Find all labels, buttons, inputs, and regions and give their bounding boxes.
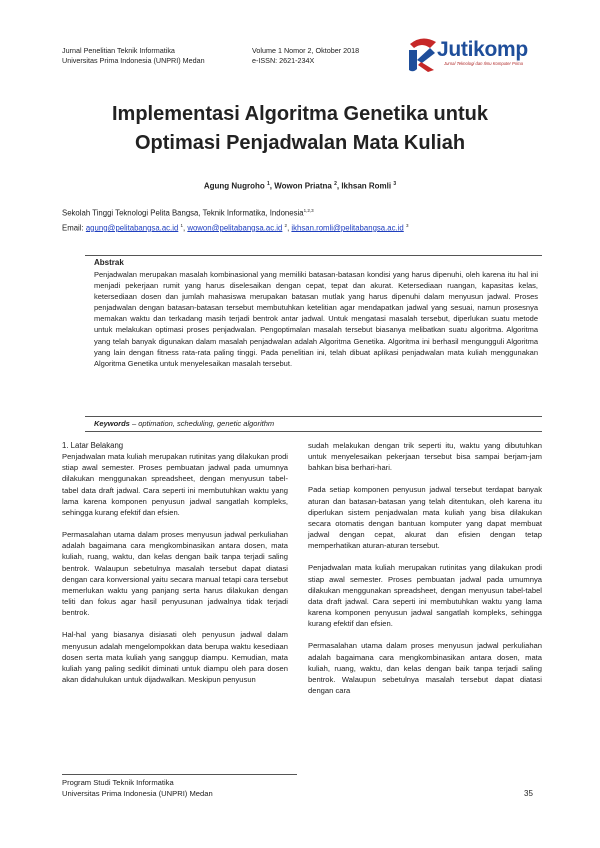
abstract-top-rule bbox=[85, 255, 542, 256]
email-link-2[interactable]: wowon@pelitabangsa.ac.id bbox=[187, 223, 283, 233]
author-2: Wowon Priatna bbox=[274, 181, 332, 191]
left-paragraph-1: Penjadwalan mata kuliah merupakan rutinitas yang dilakukan prodi stiap awal semester. Proses pembuatan jadwal pada umumnya dilakukan menggunakan spreadsheet, dengan menyusun tabel-tabel data draft jadwal. Cara seperti ini membutuhkan waktu yang lama karena komponen penyusun jadwal sangatlah kompleks, sehingga kurang efektif dan efsien. bbox=[62, 452, 288, 517]
email-3-sup: 3 bbox=[405, 222, 409, 228]
section-heading-latar-belakang: 1. Latar Belakang bbox=[62, 441, 124, 450]
author-1-sup: 1 bbox=[266, 181, 270, 187]
volume-number: Volume 1 Nomor 2, Oktober 2018 bbox=[252, 46, 360, 55]
left-paragraph-2: Permasalahan utama dalam proses menyusun jadwal perkuliahan adalah bagaimana cara mengkombinasikan antara dosen, mata kuliah, ruang, waktu, dan kelas dengan baik tanpa terjadi saling bentrok. Walaupun sebetulnya masalah tersebut dapat diatasi dengan cara konversional yaitu secara manual tetapi cara tersebut memerlukan waktu yang panjang serta harus dilakukan dengan teliti dan fokus agar hasil penyusunan jadwalnya tidak terjadi bentrok. bbox=[62, 530, 288, 618]
left-paragraph-3: Hal-hal yang biasanya disiasati oleh penyusun jadwal dalam menyusun adalah mengelompokkan data berupa waktu kesediaan dosen serta mata kuliah yang sanggup diampu. Kemudian, mata kuliah yang paling sedikit diminati untuk diampu oleh para dosen akan didahulukan untuk dijadwalkan. Meskipun penyusun bbox=[62, 630, 288, 684]
email-1-sup: 1 bbox=[180, 222, 183, 228]
journal-info bbox=[62, 46, 205, 66]
right-paragraph-1: sudah melakukan dengan trik seperti itu, waktu yang dibutuhkan untuk menyelesaikan pekerjaan tersebut bisa sampai berjam-jam bahkan bisa berhari-hari. bbox=[308, 441, 542, 473]
keywords-line: Keywords – optimation, scheduling, genetic algorithm bbox=[94, 419, 275, 428]
right-column bbox=[308, 440, 542, 707]
affiliation bbox=[62, 205, 408, 234]
footer-info bbox=[62, 777, 213, 799]
paper-title-line-2: Optimasi Penjadwalan Mata Kuliah bbox=[134, 132, 466, 154]
logo-text: Jutikomp bbox=[437, 38, 528, 61]
institution-sup: 1,2,3 bbox=[303, 208, 314, 213]
journal-university: Universitas Prima Indonesia (UNPRI) Medan bbox=[62, 56, 205, 65]
email-label: Email: bbox=[62, 223, 84, 233]
institution-line bbox=[62, 205, 408, 220]
eissn: e-ISSN: 2621-234X bbox=[252, 56, 315, 65]
logo-subtitle: Jurnal Teknologi dan Ilmu Komputer Prima bbox=[444, 61, 523, 66]
right-paragraph-3: Penjadwalan mata kuliah merupakan rutinitas yang dilakukan prodi stiap awal semester. Proses pembuatan jadwal pada umumnya dilakukan menggunakan spreadsheet, dengan menyusun tabel-tabel data draft jadwal. Cara seperti ini membutuhkan waktu yang lama karena komponen penyusun jadwal sangatlah kompleks, sehingga kurang efektif dan efsien. bbox=[308, 563, 542, 629]
abstract-body: Penjadwalan merupakan masalah kombinasional yang memiliki batasan-batasan kondisi yang harus dipenuhi, oleh karena itu hal ini menjadi pekerjaan rumit yang harus diselesaikan dengan cepat, tepat dan akurat. Ketersediaan ruangan, kapasitas kelas, ketersediaan dosen dan jumlah mahasiswa merupakan batasan mutlak yang harus dipenuhi dalam menyusun jadwal. Proses penjadwalan dengan batasan-batasan tersebut membutuhkan ketelitian agar mendapatkan jadwal yang sesuai, namun prosesnya memakan waktu dan terkadang masih terjadi bentrok antar jadwal. Untuk mengatasi masalah tersebut, diperlukan suatu metode untuk melakukan optimasi proses penjadwalan. Pengoptimalan masalah tersebut biasanya melibatkan suatu algoritma. Algoritma yang telah banyak digunakan dalam masalah penjadwalan adalah Algoritma Genetika. Algoritma ini berhasil mengungguli Algoritma yang lain dengan fitness rata-rata paling tinggi. Pada penelitian ini, telah dibuat aplikasi penjadwalan mata kuliah menggunakan Algoritma Genetika untuk menyelesaikan masalah tersebut. bbox=[94, 270, 538, 368]
email-link-3[interactable]: ikhsan.romli@pelitabangsa.ac.id bbox=[291, 223, 404, 233]
page-number: 35 bbox=[524, 789, 533, 798]
author-3-sup: 3 bbox=[393, 181, 397, 187]
author-1: Agung Nugroho bbox=[203, 181, 265, 191]
jutikomp-logo bbox=[404, 36, 554, 76]
footer-rule bbox=[62, 774, 297, 775]
paper-title-line-1: Implementasi Algoritma Genetika untuk bbox=[111, 103, 488, 125]
email-2-sup: 2 bbox=[284, 222, 288, 228]
footer-university: Universitas Prima Indonesia (UNPRI) Medan bbox=[62, 789, 213, 798]
email-link-1[interactable]: agung@pelitabangsa.ac.id bbox=[85, 223, 179, 233]
left-column bbox=[62, 440, 288, 696]
author-list: Agung Nugroho $^1$, Wowon Priatna $^2$, Ikhsan Romli $^3$ bbox=[203, 181, 397, 191]
keywords-rule bbox=[85, 431, 542, 432]
email-line: Email: agung@pelitabangsa.ac.id $^1$, wowon@pelitabangsa.ac.id $^2$, ikhsan.romli@pelitabangsa.ac.id $^3$ bbox=[62, 222, 409, 233]
keywords-text: optimation, scheduling, genetic algorithm bbox=[138, 419, 275, 428]
keywords-label: Keywords bbox=[94, 419, 130, 428]
abstract-bottom-rule bbox=[85, 416, 542, 417]
footer-program: Program Studi Teknik Informatika bbox=[62, 778, 174, 787]
right-paragraph-2: Pada setiap komponen penyusun jadwal tersebut terdapat banyak aturan dan batasan-batasan yang telah ditentukan, oleh karena itu diperlukan sistem penjadwalan mata kuliah yang bisa dilakukan secara otomatis dengan bantuan komputer yang dapat membuat jadwal dengan cepat, akurat dan efisien dengan tetap memperhatikan aturan-aturan tersebut. bbox=[308, 485, 542, 551]
abstract-heading: Abstrak bbox=[94, 258, 124, 267]
right-paragraph-4: Permasalahan utama dalam proses menyusun jadwal perkuliahan adalah bagaimana cara mengkombinasikan antara dosen, mata kuliah, ruang, waktu, dan kelas dengan baik tanpa terjadi saling bentrok. Walaupun sebetulnya masalah tersebut dapat diatasi dengan cara bbox=[308, 641, 542, 695]
volume-info bbox=[252, 46, 359, 66]
institution: Sekolah Tinggi Teknologi Pelita Bangsa, Teknik Informatika, Indonesia bbox=[62, 208, 304, 218]
journal-name: Jurnal Penelitian Teknik Informatika bbox=[62, 46, 175, 55]
author-3: Ikhsan Romli bbox=[341, 181, 392, 191]
logo-k-icon bbox=[404, 36, 440, 74]
author-2-sup: 2 bbox=[334, 181, 337, 187]
